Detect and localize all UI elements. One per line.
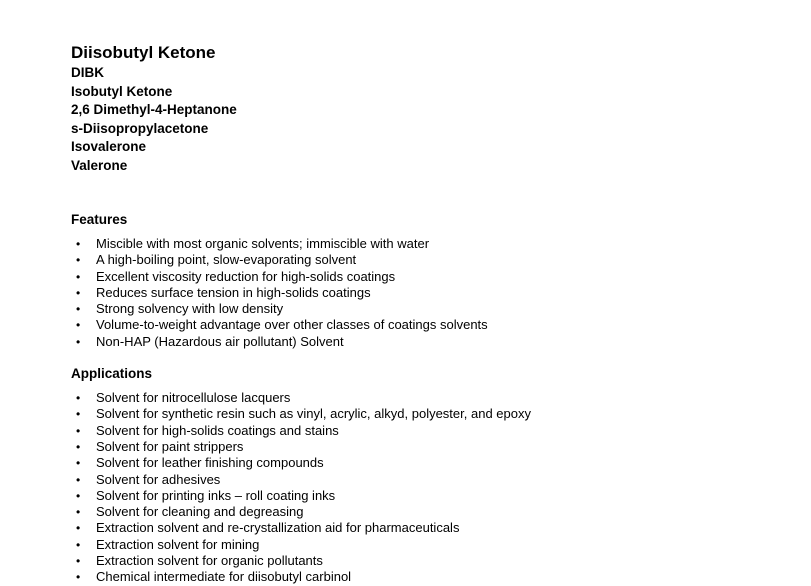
list-item: • Extraction solvent for mining	[71, 537, 771, 553]
applications-list	[71, 390, 771, 586]
list-item: • Chemical intermediate for diisobutyl carbinol	[71, 569, 771, 585]
list-item: • Non-HAP (Hazardous air pollutant) Solvent	[71, 334, 771, 350]
list-item: • Solvent for adhesives	[71, 472, 771, 488]
list-item: • Solvent for synthetic resin such as vinyl, acrylic, alkyd, polyester, and epoxy	[71, 406, 771, 422]
applications-section	[71, 367, 771, 586]
synonym: DIBK	[71, 65, 104, 80]
list-item: • Solvent for paint strippers	[71, 439, 771, 455]
synonym-list	[71, 64, 771, 175]
synonym: Valerone	[71, 157, 128, 173]
list-item: • Extraction solvent and re-crystallization aid for pharmaceuticals	[71, 520, 771, 536]
list-item: • Extraction solvent for organic pollutants	[71, 553, 771, 569]
list-item: • Solvent for high-solids coatings and stains	[71, 423, 771, 439]
list-item: • Solvent for printing inks – roll coating inks	[71, 488, 771, 504]
list-item: • Excellent viscosity reduction for high-solids coatings	[71, 269, 771, 285]
list-item: • Volume-to-weight advantage over other classes of coatings solvents	[71, 317, 771, 333]
synonym: Isovalerone	[71, 139, 147, 154]
list-item: • Reduces surface tension in high-solids coatings	[71, 285, 771, 301]
list-item: • Miscible with most organic solvents; immiscible with water	[71, 236, 771, 252]
features-section	[71, 213, 771, 350]
list-item: • Solvent for cleaning and degreasing	[71, 504, 771, 520]
applications-heading: Applications	[71, 366, 153, 382]
page-title: Diisobutyl Ketone	[71, 43, 216, 62]
synonym: 2,6 Dimethyl-4-Heptanone	[71, 102, 237, 117]
list-item: • Strong solvency with low density	[71, 301, 771, 317]
synonym: Isobutyl Ketone	[71, 83, 173, 99]
features-list	[71, 236, 771, 350]
list-item: • Solvent for nitrocellulose lacquers	[71, 390, 771, 406]
features-heading: Features	[71, 212, 128, 227]
synonym: s-Diisopropylacetone	[71, 120, 209, 136]
list-item: • A high-boiling point, slow-evaporating solvent	[71, 252, 771, 268]
list-item: • Solvent for leather finishing compounds	[71, 455, 771, 471]
